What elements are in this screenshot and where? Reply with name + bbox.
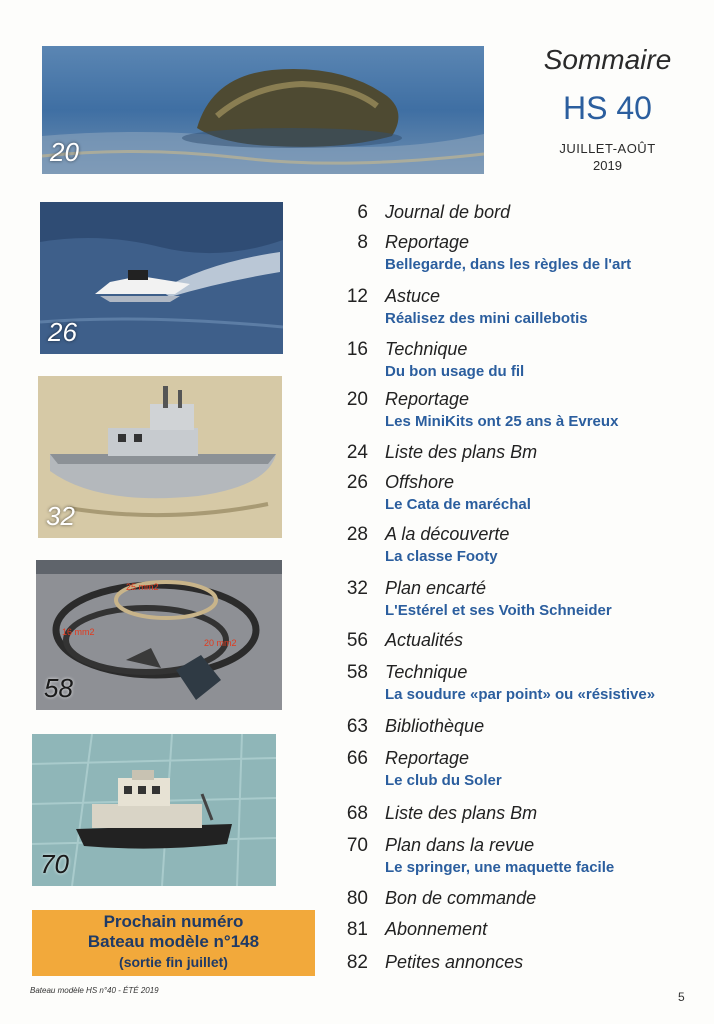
toc-page-number: 58 bbox=[346, 662, 368, 683]
next-issue-heading: Prochain numéro bbox=[103, 912, 244, 931]
page-title: Sommaire bbox=[543, 44, 672, 75]
toc-section: Actualités bbox=[385, 630, 464, 650]
toc-page-number: 63 bbox=[346, 716, 368, 737]
photo-offshore-boat bbox=[40, 202, 283, 354]
toc-page-number: 56 bbox=[346, 630, 368, 651]
toc-section: Reportage bbox=[385, 232, 470, 252]
crocodile-image bbox=[42, 46, 484, 174]
toc-section: Reportage bbox=[385, 748, 470, 768]
toc-page-number: 32 bbox=[346, 578, 368, 599]
toc-subtitle: La soudure «par point» ou «résistive» bbox=[385, 686, 656, 703]
photo-page-number: 58 bbox=[44, 673, 73, 703]
toc-page-number: 26 bbox=[346, 472, 368, 493]
toc-section: Bon de commande bbox=[385, 888, 537, 908]
toc-page-number: 82 bbox=[346, 952, 368, 973]
toc-subtitle: Le club du Soler bbox=[385, 772, 502, 789]
photo-grey-tug bbox=[38, 376, 282, 538]
toc-page-number: 6 bbox=[357, 202, 368, 223]
toc-page-number: 28 bbox=[346, 524, 368, 545]
toc-subtitle: L'Estérel et ses Voith Schneider bbox=[385, 602, 612, 619]
toc-section: Bibliothèque bbox=[385, 716, 485, 736]
toc-page-number: 12 bbox=[346, 286, 368, 307]
toc-subtitle: Les MiniKits ont 25 ans à Evreux bbox=[385, 413, 619, 430]
next-issue-box bbox=[32, 910, 315, 976]
toc-section: Reportage bbox=[385, 389, 470, 409]
photo-page-number: 32 bbox=[46, 501, 75, 531]
photo-page-number: 26 bbox=[48, 317, 77, 347]
toc-section: Petites annonces bbox=[385, 952, 524, 972]
photo-work-boat bbox=[32, 734, 276, 886]
toc-section: Liste des plans Bm bbox=[385, 803, 538, 823]
toc-page-number: 20 bbox=[346, 389, 368, 410]
toc-page-number: 66 bbox=[346, 748, 368, 769]
toc-page-number: 70 bbox=[346, 835, 368, 856]
toc-page-number: 24 bbox=[346, 442, 368, 463]
toc-section: Astuce bbox=[385, 286, 441, 306]
toc-page-number: 8 bbox=[357, 232, 368, 253]
toc-section: Plan encarté bbox=[385, 578, 487, 598]
contents-header bbox=[520, 40, 695, 173]
toc-subtitle: Bellegarde, dans les règles de l'art bbox=[385, 256, 632, 273]
cable-label: 16 mm2 bbox=[62, 627, 95, 637]
photo-welding-cables bbox=[36, 560, 282, 710]
toc-page-number: 81 bbox=[346, 919, 368, 940]
toc-subtitle: Le springer, une maquette facile bbox=[385, 859, 615, 876]
toc-subtitle: Du bon usage du fil bbox=[385, 363, 525, 380]
toc-section: Abonnement bbox=[385, 919, 488, 939]
toc-section: A la découverte bbox=[385, 524, 510, 544]
toc-page-number: 80 bbox=[346, 888, 368, 909]
photo-page-number: 20 bbox=[50, 137, 79, 167]
photo-page-number: 70 bbox=[40, 849, 69, 879]
cable-label: 20 mm2 bbox=[204, 638, 237, 648]
photo-crocodile bbox=[42, 46, 484, 174]
issue-year: 2019 bbox=[593, 158, 622, 173]
page-number: 5 bbox=[678, 990, 685, 1004]
issue-number: HS 40 bbox=[563, 90, 652, 126]
toc-section: Offshore bbox=[385, 472, 455, 492]
toc-page-number: 16 bbox=[346, 339, 368, 360]
next-issue-release: (sortie fin juillet) bbox=[119, 954, 228, 970]
toc-section: Liste des plans Bm bbox=[385, 442, 538, 462]
toc-section: Journal de bord bbox=[385, 202, 511, 222]
toc-section: Technique bbox=[385, 339, 468, 359]
footer-credit: Bateau modèle HS n°40 - ÉTÉ 2019 bbox=[30, 986, 159, 995]
toc-subtitle: La classe Footy bbox=[385, 548, 498, 565]
next-issue-title: Bateau modèle n°148 bbox=[87, 932, 260, 951]
toc-page-number: 68 bbox=[346, 803, 368, 824]
issue-period: JUILLET-AOÛT bbox=[559, 141, 656, 156]
toc-section: Technique bbox=[385, 662, 468, 682]
toc-subtitle: Le Cata de maréchal bbox=[385, 496, 531, 513]
toc-section: Plan dans la revue bbox=[385, 835, 535, 855]
cable-label: 25 mm2 bbox=[126, 582, 159, 592]
toc-subtitle: Réalisez des mini caillebotis bbox=[385, 310, 588, 327]
